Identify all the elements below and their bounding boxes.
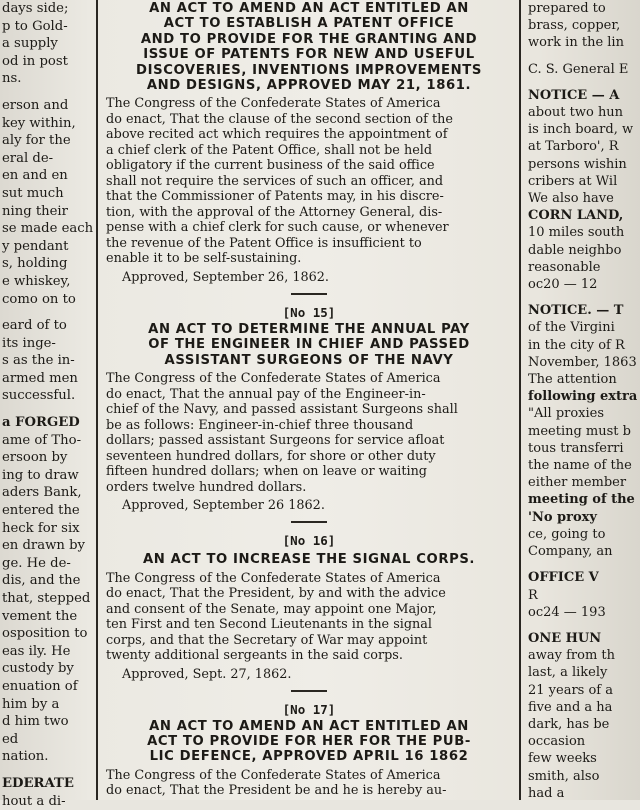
column-text-line: eas ily. He <box>2 643 71 659</box>
column-text-line: had a <box>528 785 565 801</box>
column-text-line: is inch board, w <box>528 122 634 138</box>
act-body-line: pense with a chief clerk for such cause, or whenever <box>106 220 449 236</box>
column-text-line: days side; <box>2 1 69 16</box>
column-text-line: key within, <box>2 115 76 131</box>
right-column <box>524 0 640 800</box>
column-text-line: at Tarboro', R <box>528 139 619 155</box>
act-body-line: The Congress of the Confederate States of America <box>106 96 441 112</box>
column-text-line: enuation of <box>2 678 78 694</box>
column-text-line: ce, going to <box>528 526 606 542</box>
act-title-line: AN ACT TO INCREASE THE SIGNAL CORPS. <box>142 552 476 568</box>
column-text-line: ed <box>2 731 19 747</box>
act-title-line: AN ACT TO AMEND AN ACT ENTITLED AN <box>149 718 469 734</box>
column-text-line <box>0 766 95 775</box>
column-text-line: 21 years of a <box>528 682 614 698</box>
act-title-line: OF THE ENGINEER IN CHIEF AND PASSED <box>148 337 470 353</box>
act-body-line: shall not require the services of such an officer, and <box>106 173 444 189</box>
act-number: [No 16] <box>282 533 336 549</box>
act-title-line: ISSUE OF PATENTS FOR NEW AND USEFUL <box>143 47 475 63</box>
column-text-line <box>0 308 95 317</box>
column-text-line: en drawn by <box>2 538 85 554</box>
act-body-line: The Congress of the Confederate States of America <box>106 767 441 783</box>
column-text-line: p to Gold- <box>2 18 68 34</box>
column-text-line: aders Bank, <box>2 485 82 501</box>
column-text-line <box>524 52 640 61</box>
column-text-line: smith, also <box>528 768 600 784</box>
act-body-line: do enact, That the annual pay of the Engineer-in- <box>106 386 426 402</box>
act-signal-corps <box>100 533 518 682</box>
column-text-line: prepared to <box>528 1 606 16</box>
act-body-line: The Congress of the Confederate States of America <box>106 371 441 387</box>
column-text-line: 'No proxy <box>528 509 597 525</box>
act-body-line: do enact, That the clause of the second section of the <box>106 111 453 127</box>
column-text-line: osposition to <box>2 626 88 642</box>
column-text-line: s, holding <box>2 256 68 272</box>
column-text-line: him by a <box>2 696 60 712</box>
act-approved-date: Approved, Sept. 27, 1862. <box>122 666 292 682</box>
column-text-line: that, stepped <box>2 591 91 606</box>
column-text-line: e whiskey, <box>2 273 71 289</box>
column-text-line: away from th <box>528 648 616 664</box>
column-text-line: custody by <box>2 661 74 677</box>
section-divider <box>291 293 327 295</box>
column-text-line: brass, copper, <box>528 18 621 34</box>
act-number: [No 15] <box>282 304 336 320</box>
column-text-line <box>0 405 95 414</box>
act-title-line: ACT TO PROVIDE FOR HER FOR THE PUB- <box>147 733 471 749</box>
act-number: [No 17] <box>282 701 336 717</box>
column-text-line: persons wishin <box>528 156 627 172</box>
column-text-line: R <box>528 587 538 603</box>
act-approved-date: Approved, September 26, 1862. <box>122 269 329 285</box>
column-text-line: reasonable <box>528 259 601 275</box>
column-text-line: entered the <box>2 503 80 519</box>
column-text-line: dis, and the <box>2 573 81 589</box>
act-body-line: chief of the Navy, and passed assistant Surgeons shall <box>106 402 458 418</box>
column-text-line: s as the in- <box>2 353 75 369</box>
act-body-line: corps, and that the Secretary of War may appoint <box>106 632 428 648</box>
column-text-line: NOTICE — A <box>528 87 620 103</box>
column-text-line: successful. <box>2 388 76 404</box>
column-text-line: Company, an <box>528 544 613 560</box>
column-text-line: 10 miles south <box>528 225 625 241</box>
section-divider <box>291 521 327 523</box>
column-text-line: y pendant <box>2 238 69 254</box>
column-text-line: November, 1863 <box>528 354 637 370</box>
column-text-line: oc24 — 193 <box>528 604 606 620</box>
column-text-line: cribers at Wil <box>528 173 618 189</box>
column-text-line: its inge- <box>2 335 56 351</box>
column-text-line: a supply <box>2 36 58 52</box>
column-text-line: od in post <box>2 53 68 69</box>
column-text-line <box>524 560 640 569</box>
column-text-line: nation. <box>2 749 49 765</box>
act-public-defence <box>100 702 518 799</box>
act-body-line: tion, with the approval of the Attorney General, dis- <box>106 204 443 220</box>
act-body-line: be as follows: Engineer-in-chief three thousand <box>106 417 414 433</box>
act-body-line: do enact, That the President, by and with the advice <box>106 586 446 602</box>
column-text-line <box>524 293 640 302</box>
column-text-line: "All proxies <box>528 406 605 422</box>
column-text-line <box>524 621 640 630</box>
act-patent-office <box>100 1 518 286</box>
act-title-line: AND TO PROVIDE FOR THE GRANTING AND <box>140 31 478 47</box>
column-text-line: ns. <box>2 71 22 87</box>
act-title-line: ASSISTANT SURGEONS OF THE NAVY <box>164 352 454 368</box>
column-text-line: ning their <box>2 203 68 219</box>
column-text-line: CORN LAND, <box>528 208 624 224</box>
act-engineer-pay <box>100 305 518 514</box>
column-text-line: C. S. General E <box>528 61 629 77</box>
column-text-line: following extra <box>528 389 638 405</box>
column-text-line: se made each <box>2 221 94 237</box>
left-column <box>0 0 95 809</box>
column-text-line: aly for the <box>2 133 71 149</box>
column-text-line: meeting must b <box>528 423 631 439</box>
column-text-line: of the Virgini <box>528 320 615 336</box>
act-title-line: LIC DEFENCE, APPROVED APRIL 16 1862 <box>149 749 469 765</box>
center-column <box>100 0 518 800</box>
column-text-line: dable neighbo <box>528 242 622 258</box>
column-text-line: five and a ha <box>528 699 613 715</box>
column-text-line: last, a likely <box>528 665 608 681</box>
column-text-line: in the city of R <box>528 337 625 353</box>
column-text-line: occasion <box>528 734 586 750</box>
column-text-line: a FORGED <box>2 415 80 431</box>
column-text-line: EDERATE <box>2 775 74 791</box>
column-text-line: en and en <box>2 168 68 184</box>
column-text-line: ersoon by <box>2 450 68 466</box>
column-text-line: sut much <box>2 185 64 201</box>
column-text-line: hout a di- <box>2 793 66 809</box>
column-text-line: eral de- <box>2 150 54 166</box>
column-text-line: heck for six <box>2 520 80 536</box>
column-text-line: few weeks <box>528 751 597 767</box>
column-text-line: armed men <box>2 370 78 386</box>
column-text-line: ge. He de- <box>2 555 71 571</box>
act-body-line: fifteen hundred dollars; when on leave or waiting <box>106 464 428 480</box>
act-body-line: do enact, That the President be and he is hereby au- <box>106 783 447 799</box>
column-text-line <box>0 88 95 97</box>
act-body-line: that the Commissioner of Patents may, in his discre- <box>106 189 444 205</box>
act-title-line: ACT TO ESTABLISH A PATENT OFFICE <box>163 16 455 32</box>
act-body-line: above recited act which requires the appointment of <box>106 127 448 143</box>
column-text-line: erson and <box>2 97 69 113</box>
act-body-line: orders twelve hundred dollars. <box>106 479 307 495</box>
column-text-line <box>524 78 640 87</box>
column-text-line: oc20 — 12 <box>528 277 598 293</box>
column-text-line: We also have <box>528 191 614 207</box>
act-body-line: a chief clerk of the Patent Office, shall not be held <box>106 142 433 158</box>
act-body-line: enable it to be self-sustaining. <box>106 251 302 267</box>
act-body-line: seventeen hundred dollars, for shore or other duty <box>106 448 436 464</box>
column-text-line: ONE HUN <box>528 630 602 646</box>
column-rule-left <box>96 0 98 800</box>
act-body-line: The Congress of the Confederate States of America <box>106 570 441 586</box>
column-text-line: OFFICE V <box>528 570 599 586</box>
act-body-line: obligatory if the current business of the said office <box>106 158 435 174</box>
section-divider <box>291 690 327 692</box>
act-body-line: ten First and ten Second Lieutenants in the signal <box>106 617 433 633</box>
column-text-line: ame of Tho- <box>2 432 82 448</box>
act-body-line: the revenue of the Patent Office is insufficient to <box>106 235 422 251</box>
act-title-line: AN ACT TO AMEND AN ACT ENTITLED AN <box>149 1 469 16</box>
column-text-line: dark, has be <box>528 716 610 732</box>
column-text-line: como on to <box>2 291 76 307</box>
column-text-line: vement the <box>2 608 78 624</box>
column-text-line: ing to draw <box>2 467 79 483</box>
column-text-line: meeting of the <box>528 492 635 508</box>
act-title-line: AND DESIGNS, APPROVED MAY 21, 1861. <box>146 78 472 94</box>
column-text-line: d him two <box>2 714 69 730</box>
column-text-line: about two hun <box>528 105 624 121</box>
column-text-line: work in the lin <box>528 35 624 51</box>
column-text-line: NOTICE. — T <box>528 303 624 319</box>
act-title-line: AN ACT TO DETERMINE THE ANNUAL PAY <box>148 321 470 337</box>
act-title-line: DISCOVERIES, INVENTIONS IMPROVEMENTS <box>136 62 482 78</box>
act-body-line: and consent of the Senate, may appoint one Major, <box>106 601 437 617</box>
column-text-line: the name of the <box>528 458 632 474</box>
column-text-line: either member <box>528 475 627 491</box>
act-approved-date: Approved, September 26 1862. <box>122 498 325 514</box>
act-body-line: twenty additional sergeants in the said corps. <box>106 648 403 664</box>
column-text-line: tous transferri <box>528 440 624 456</box>
column-rule-right <box>519 0 521 800</box>
act-body-line: dollars; passed assistant Surgeons for service afloat <box>106 433 445 449</box>
column-text-line: eard of to <box>2 318 67 334</box>
column-text-line: The attention <box>528 372 617 388</box>
